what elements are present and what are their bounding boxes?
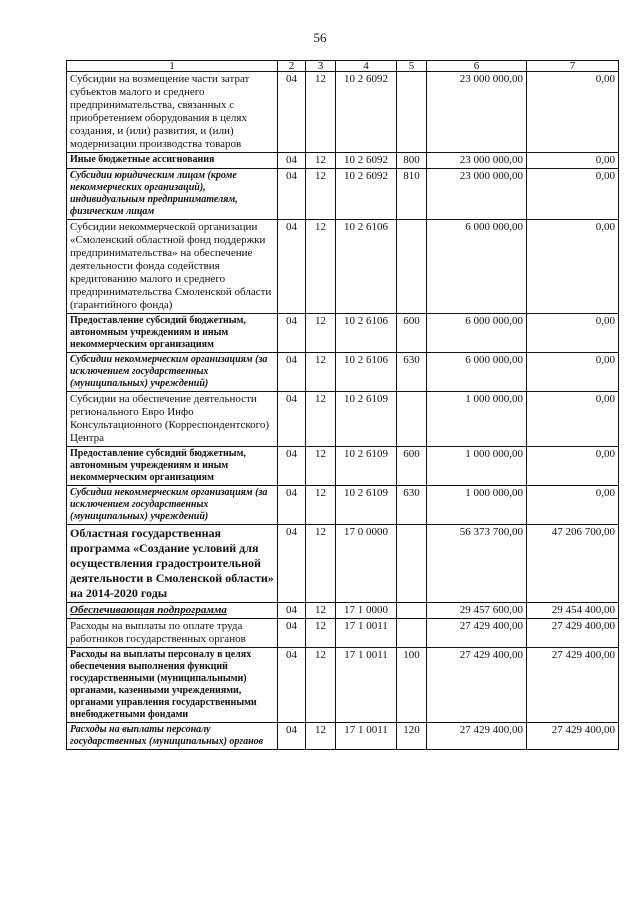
row-target-code: 10 2 6092 <box>336 72 397 153</box>
row-subsection: 12 <box>306 169 336 220</box>
budget-table <box>66 60 619 750</box>
row-name: Субсидии некоммерческим организациям (за исключением государственных (муниципальных) учреждений) <box>67 486 278 525</box>
row-expense-type <box>397 392 427 447</box>
row-expense-type <box>397 220 427 314</box>
table-row <box>67 486 619 525</box>
row-subsection: 12 <box>306 603 336 619</box>
row-section: 04 <box>278 220 306 314</box>
row-name: Иные бюджетные ассигнования <box>67 153 278 169</box>
row-section: 04 <box>278 525 306 603</box>
row-subsection: 12 <box>306 525 336 603</box>
row-name: Субсидии на обеспечение деятельности регионального Евро Инфо Консультационного (Корреспондентского) Центра <box>67 392 278 447</box>
row-amount-2: 29 454 400,00 <box>527 603 619 619</box>
row-section: 04 <box>278 603 306 619</box>
row-target-code: 17 0 0000 <box>336 525 397 603</box>
row-name: Расходы на выплаты персоналу в целях обеспечения выполнения функций государственными (муниципальными) органами, казенными учреждениями, органами управления государственными внебюджетными фондами <box>67 648 278 723</box>
row-section: 04 <box>278 72 306 153</box>
column-header-6: 6 <box>427 61 527 72</box>
row-amount-2: 0,00 <box>527 72 619 153</box>
row-amount-2: 0,00 <box>527 153 619 169</box>
row-section: 04 <box>278 486 306 525</box>
table-row <box>67 619 619 648</box>
row-amount-1: 23 000 000,00 <box>427 153 527 169</box>
row-expense-type: 120 <box>397 723 427 750</box>
table-row <box>67 447 619 486</box>
row-subsection: 12 <box>306 486 336 525</box>
row-amount-2: 27 429 400,00 <box>527 723 619 750</box>
row-expense-type: 800 <box>397 153 427 169</box>
row-amount-1: 27 429 400,00 <box>427 619 527 648</box>
row-name: Субсидии юридическим лицам (кроме некоммерческих организаций), индивидуальным предпринимателям, физическим лицам <box>67 169 278 220</box>
row-amount-2: 27 429 400,00 <box>527 648 619 723</box>
row-expense-type <box>397 619 427 648</box>
row-expense-type: 100 <box>397 648 427 723</box>
row-target-code: 10 2 6092 <box>336 169 397 220</box>
row-name: Областная государственная программа «Создание условий для осуществления градостроительной деятельности в Смоленской области» на 2014-2020 годы <box>67 525 278 603</box>
row-section: 04 <box>278 723 306 750</box>
row-name: Субсидии некоммерческой организации «Смоленский областной фонд поддержки предпринимательства» на обеспечение деятельности фонда содействия кредитованию малого и среднего предпринимательства Смоленской области (гарантийного фонда) <box>67 220 278 314</box>
row-expense-type <box>397 603 427 619</box>
table-row <box>67 723 619 750</box>
row-amount-1: 6 000 000,00 <box>427 220 527 314</box>
table-row <box>67 220 619 314</box>
row-section: 04 <box>278 619 306 648</box>
row-amount-1: 6 000 000,00 <box>427 314 527 353</box>
row-amount-2: 0,00 <box>527 353 619 392</box>
row-section: 04 <box>278 447 306 486</box>
row-subsection: 12 <box>306 619 336 648</box>
row-section: 04 <box>278 648 306 723</box>
row-expense-type: 600 <box>397 447 427 486</box>
row-target-code: 10 2 6106 <box>336 353 397 392</box>
row-expense-type: 630 <box>397 486 427 525</box>
column-header-1: 1 <box>67 61 278 72</box>
row-target-code: 17 1 0000 <box>336 603 397 619</box>
row-section: 04 <box>278 392 306 447</box>
row-amount-1: 56 373 700,00 <box>427 525 527 603</box>
row-subsection: 12 <box>306 220 336 314</box>
row-target-code: 17 1 0011 <box>336 723 397 750</box>
table-row <box>67 525 619 603</box>
row-amount-2: 0,00 <box>527 392 619 447</box>
row-name: Обеспечивающая подпрограмма <box>67 603 278 619</box>
row-name: Предоставление субсидий бюджетным, автономным учреждениям и иным некоммерческим организациям <box>67 314 278 353</box>
table-row <box>67 648 619 723</box>
row-subsection: 12 <box>306 648 336 723</box>
row-expense-type <box>397 525 427 603</box>
row-amount-1: 27 429 400,00 <box>427 648 527 723</box>
row-amount-1: 6 000 000,00 <box>427 353 527 392</box>
row-amount-1: 23 000 000,00 <box>427 72 527 153</box>
row-amount-2: 0,00 <box>527 486 619 525</box>
row-target-code: 10 2 6106 <box>336 314 397 353</box>
row-amount-2: 0,00 <box>527 220 619 314</box>
row-expense-type: 600 <box>397 314 427 353</box>
row-subsection: 12 <box>306 72 336 153</box>
table-row <box>67 603 619 619</box>
row-target-code: 10 2 6109 <box>336 486 397 525</box>
row-target-code: 10 2 6106 <box>336 220 397 314</box>
column-header-2: 2 <box>278 61 306 72</box>
row-subsection: 12 <box>306 153 336 169</box>
table-row <box>67 153 619 169</box>
row-section: 04 <box>278 314 306 353</box>
row-amount-1: 1 000 000,00 <box>427 486 527 525</box>
row-name: Расходы на выплаты персоналу государственных (муниципальных) органов <box>67 723 278 750</box>
column-header-4: 4 <box>336 61 397 72</box>
row-name: Субсидии некоммерческим организациям (за исключением государственных (муниципальных) учреждений) <box>67 353 278 392</box>
row-amount-2: 27 429 400,00 <box>527 619 619 648</box>
row-subsection: 12 <box>306 723 336 750</box>
page-number: 56 <box>313 30 327 45</box>
row-amount-1: 23 000 000,00 <box>427 169 527 220</box>
table-row <box>67 72 619 153</box>
row-name: Расходы на выплаты по оплате труда работников государственных органов <box>67 619 278 648</box>
row-subsection: 12 <box>306 314 336 353</box>
row-subsection: 12 <box>306 447 336 486</box>
row-expense-type: 630 <box>397 353 427 392</box>
row-target-code: 10 2 6109 <box>336 392 397 447</box>
row-target-code: 17 1 0011 <box>336 619 397 648</box>
row-amount-2: 47 206 700,00 <box>527 525 619 603</box>
row-name: Предоставление субсидий бюджетным, автономным учреждениям и иным некоммерческим организациям <box>67 447 278 486</box>
column-header-7: 7 <box>527 61 619 72</box>
row-amount-1: 29 457 600,00 <box>427 603 527 619</box>
row-amount-1: 27 429 400,00 <box>427 723 527 750</box>
column-header-3: 3 <box>306 61 336 72</box>
row-amount-1: 1 000 000,00 <box>427 392 527 447</box>
table-row <box>67 392 619 447</box>
row-section: 04 <box>278 153 306 169</box>
row-subsection: 12 <box>306 353 336 392</box>
row-target-code: 17 1 0011 <box>336 648 397 723</box>
row-amount-2: 0,00 <box>527 447 619 486</box>
row-subsection: 12 <box>306 392 336 447</box>
row-amount-1: 1 000 000,00 <box>427 447 527 486</box>
row-target-code: 10 2 6092 <box>336 153 397 169</box>
table-row <box>67 314 619 353</box>
row-expense-type: 810 <box>397 169 427 220</box>
header-row <box>67 61 619 72</box>
row-amount-2: 0,00 <box>527 169 619 220</box>
row-target-code: 10 2 6109 <box>336 447 397 486</box>
column-header-5: 5 <box>397 61 427 72</box>
row-amount-2: 0,00 <box>527 314 619 353</box>
row-expense-type <box>397 72 427 153</box>
row-section: 04 <box>278 169 306 220</box>
table-row <box>67 353 619 392</box>
table-row <box>67 169 619 220</box>
row-name: Субсидии на возмещение части затрат субъектов малого и среднего предпринимательства, связанных с приобретением оборудования в целях создания, и (или) развития, и (или) модернизации производства товаров <box>67 72 278 153</box>
row-section: 04 <box>278 353 306 392</box>
